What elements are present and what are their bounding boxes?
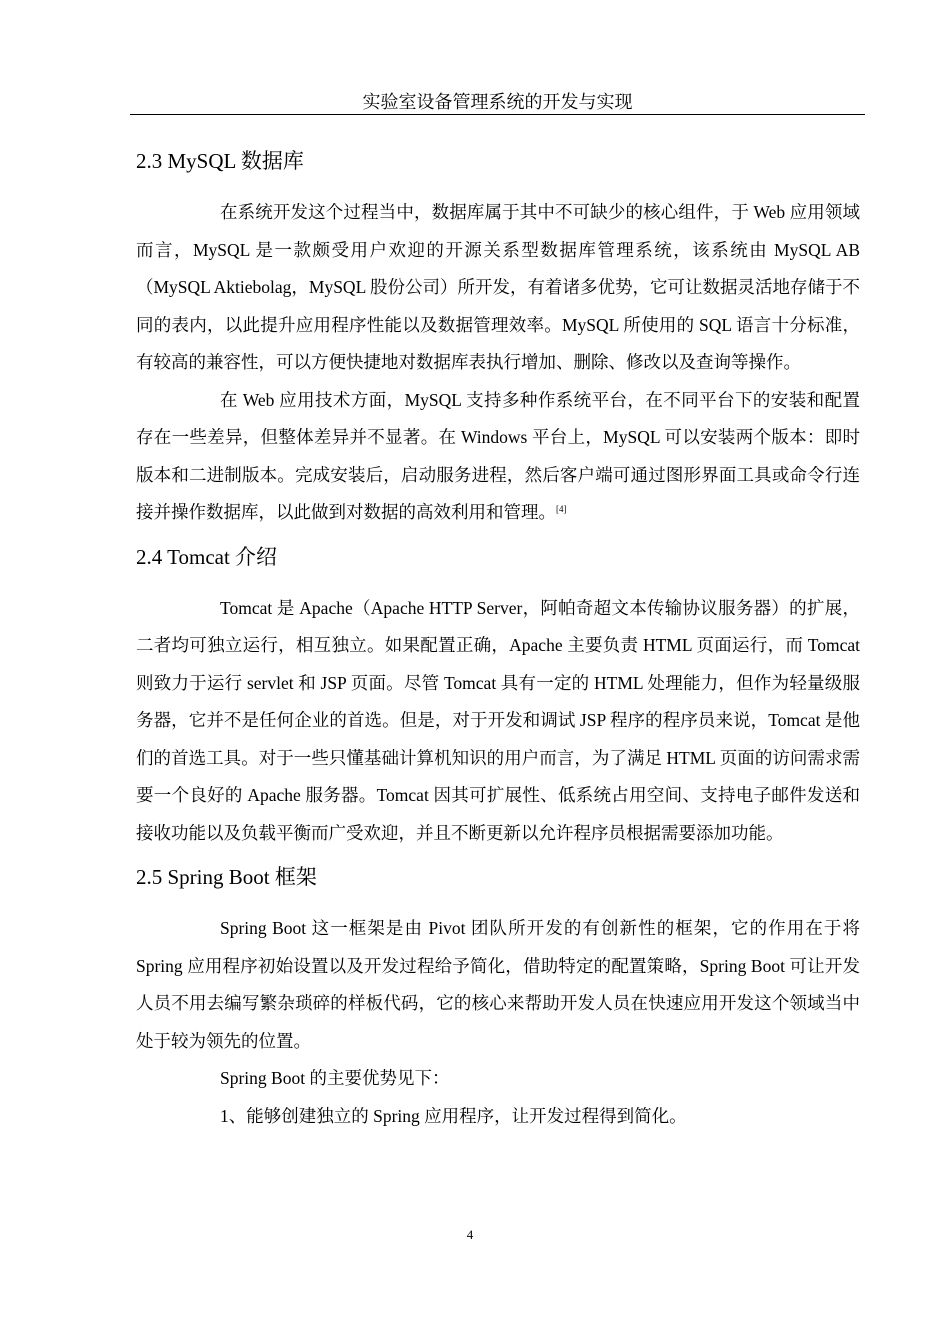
paragraph-spring-boot-item-1: 1、能够创建独立的 Spring 应用程序，让开发过程得到简化。 (220, 1105, 687, 1126)
paragraph-mysql-platform-text: 在 Web 应用技术方面，MySQL 支持多种作系统平台，在不同平台下的安装和配置存在一些差异，但整体差异并不显著。在 Windows 平台上，MySQL 可以安装两个版本：即时版本和二进制版本。完成安装后，启动服务进程，然后客户端可通过图形界面工具或命令行连接并操作数据库，以此做到对数据的高效利用和管理。 (136, 389, 860, 522)
running-header-title: 实验室设备管理系统的开发与实现 (362, 92, 633, 112)
section-heading-tomcat: 2.4 Tomcat 介绍 (136, 544, 278, 569)
paragraph-spring-boot-intro: Spring Boot 这一框架是由 Pivot 团队所开发的有创新性的框架，它的作用在于将 Spring 应用程序初始设置以及开发过程给予简化，借助特定的配置策略，Spring Boot 可让开发人员不用去编写繁杂琐碎的样板代码，它的核心来帮助开发人员在快速应用开发这个领域当中处于较为领先的位置。 (136, 918, 860, 1051)
paragraph-mysql-intro: 在系统开发这个过程当中，数据库属于其中不可缺少的核心组件，于 Web 应用领域而言，MySQL 是一款颇受用户欢迎的开源关系型数据库管理系统，该系统由 MySQL AB（MySQL Aktiebolag，MySQL 股份公司）所开发，有着诸多优势，它可让数据灵活地存储于不同的表内，以此提升应用程序性能以及数据管理效率。MySQL 所使用的 SQL 语言十分标准，有较高的兼容性，可以方便快捷地对数据库表执行增加、删除、修改以及查询等操作。 (136, 202, 860, 372)
section-heading-mysql: 2.3 MySQL 数据库 (136, 149, 304, 173)
paragraph-mysql-platform (136, 382, 860, 532)
paragraph-tomcat-intro: Tomcat 是 Apache（Apache HTTP Server，阿帕奇超文本传输协议服务器）的扩展，二者均可独立运行，相互独立。如果配置正确，Apache 主要负责 HTML 页面运行，而 Tomcat 则致力于运行 servlet 和 JSP 页面。尽管 Tomcat 具有一定的 HTML 处理能力，但作为轻量级服务器，它并不是任何企业的首选。但是，对于开发和调试 JSP 程序的程序员来说，Tomcat 是他们的首选工具。对于一些只懂基础计算机知识的用户而言，为了满足 HTML 页面的访问需求需要一个良好的 Apache 服务器。Tomcat 因其可扩展性、低系统占用空间、支持电子邮件发送和接收功能以及负载平衡而广受欢迎，并且不断更新以允许程序员根据需要添加功能。 (136, 597, 860, 843)
section-heading-spring-boot: 2.5 Spring Boot 框架 (136, 865, 317, 889)
paragraph-spring-boot-advantages: Spring Boot 的主要优势见下： (220, 1068, 450, 1088)
page-number: 4 (466, 1227, 474, 1242)
header-rule (130, 114, 865, 115)
document-body (136, 140, 860, 1135)
citation-marker: [4] (556, 504, 567, 514)
